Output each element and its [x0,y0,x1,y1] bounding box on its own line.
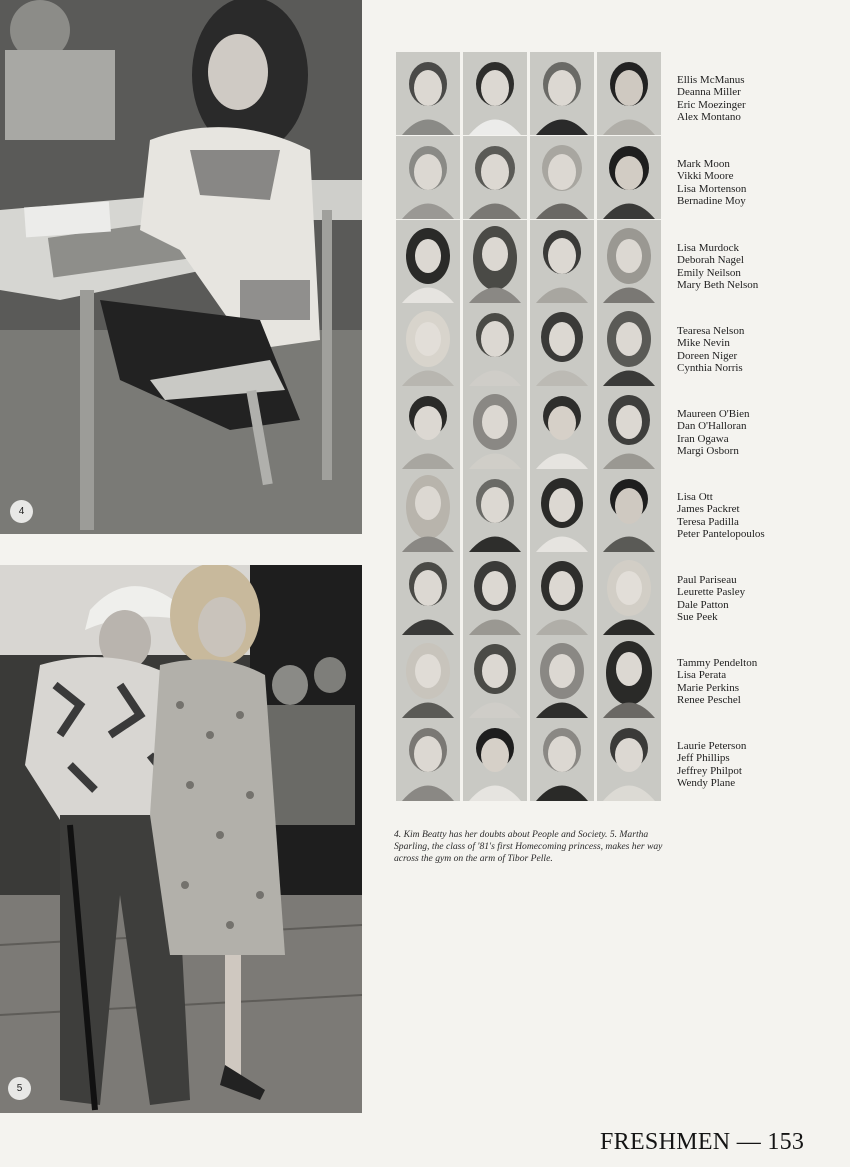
portrait-photo [396,469,460,552]
student-name: Doreen Niger [677,349,738,362]
portrait-photo [530,136,594,219]
names-list [677,325,744,375]
classroom-photo [0,0,362,534]
student-name: Tammy Pendelton [677,657,758,669]
student-name: Vikki Moore [677,170,734,183]
classroom-photo-art [0,0,362,534]
portrait-photo [463,303,527,386]
student-name: Deanna Miller [677,86,741,99]
portrait-photo [463,52,527,135]
portrait-photo [597,136,661,219]
portrait-photo [597,552,661,635]
student-name: Mark Moon [677,158,730,170]
student-name: Wendy Plane [677,777,736,790]
portrait-photo [597,220,661,303]
names-list [677,158,746,208]
photo-caption: 4. Kim Beatty has her doubts about People and Society. 5. Martha Sparling, the class of '81's first Homecoming princess, makes her way across the gym on the arm of Tibor Pelle. [394,829,663,864]
portrait-photo [396,220,460,303]
portrait-photo [530,386,594,469]
names-list [677,242,758,292]
portrait-photo [530,220,594,303]
portrait-photo [530,469,594,552]
student-name: Sue Peek [677,611,718,624]
portrait-photo [463,552,527,635]
student-name: Ellis McManus [677,74,745,86]
student-name: Cynthia Norris [677,362,743,375]
portrait-row-2 [394,136,824,222]
portrait-photo [597,386,661,469]
portrait-photo [597,469,661,552]
student-name: Iran Ogawa [677,432,729,445]
student-name: Laurie Peterson [677,740,747,752]
portrait-photo [530,52,594,135]
portrait-photo [463,469,527,552]
student-name: Maureen O'Bien [677,408,750,420]
student-name: Lisa Perata [677,669,727,682]
student-name: Dan O'Halloran [677,420,747,433]
student-name: Lisa Ott [677,491,713,503]
student-name: Paul Pariseau [677,574,737,586]
student-name: Eric Moezinger [677,98,746,111]
portrait-photo [396,52,460,135]
student-name: Leurette Pasley [677,586,746,599]
portrait-photo [530,718,594,801]
student-name: Peter Pantelopoulos [677,528,765,541]
portrait-photo [463,136,527,219]
portrait-photo [597,718,661,801]
student-name: Lisa Murdock [677,242,740,254]
portrait-photo [396,635,460,718]
portrait-row-8 [394,635,824,721]
portrait-photo [530,303,594,386]
student-name: Margi Osborn [677,445,739,458]
student-name: Mary Beth Nelson [677,279,759,292]
student-name: Bernadine Moy [677,195,746,208]
student-name: Dale Patton [677,598,729,611]
student-name: Renee Peschel [677,694,741,707]
portrait-photo [396,386,460,469]
student-name: Jeffrey Philpot [677,764,742,777]
portrait-photo [463,635,527,718]
names-list [677,657,757,707]
student-name: Marie Perkins [677,681,740,694]
portrait-photo [597,303,661,386]
portrait-row-1 [394,52,824,138]
portrait-photo [597,52,661,135]
names-list [677,574,745,624]
student-name: James Packret [677,503,740,516]
portrait-photo [530,552,594,635]
student-name: Lisa Mortenson [677,182,747,195]
names-list [677,408,750,458]
portrait-row-5 [394,386,824,472]
student-name: Mike Nevin [677,337,730,350]
portrait-photo [396,718,460,801]
photo-number-5: 5 [8,1077,31,1100]
portrait-photo [463,718,527,801]
names-list [677,491,765,541]
names-list [677,740,746,790]
student-name: Emily Neilson [677,266,741,279]
portrait-row-3 [394,220,824,306]
portrait-row-4 [394,303,824,389]
homecoming-photo [0,565,362,1113]
student-name: Jeff Phillips [677,752,730,765]
student-name: Deborah Nagel [677,254,744,267]
portrait-row-7 [394,552,824,638]
portrait-photo [396,552,460,635]
homecoming-photo-art [0,565,362,1113]
portrait-photo [463,220,527,303]
student-name: Alex Montano [677,111,741,124]
portrait-photo [396,303,460,386]
portrait-row-9 [394,718,824,804]
portrait-photo [396,136,460,219]
portrait-row-6 [394,469,824,555]
portrait-photo [463,386,527,469]
photo-number-4: 4 [10,500,33,523]
student-name: Tearesa Nelson [677,325,745,337]
names-list [677,74,746,124]
portrait-photo [530,635,594,718]
page-folio: FRESHMEN — 153 [600,1129,805,1155]
portrait-photo [597,635,661,718]
student-name: Teresa Padilla [677,515,739,528]
